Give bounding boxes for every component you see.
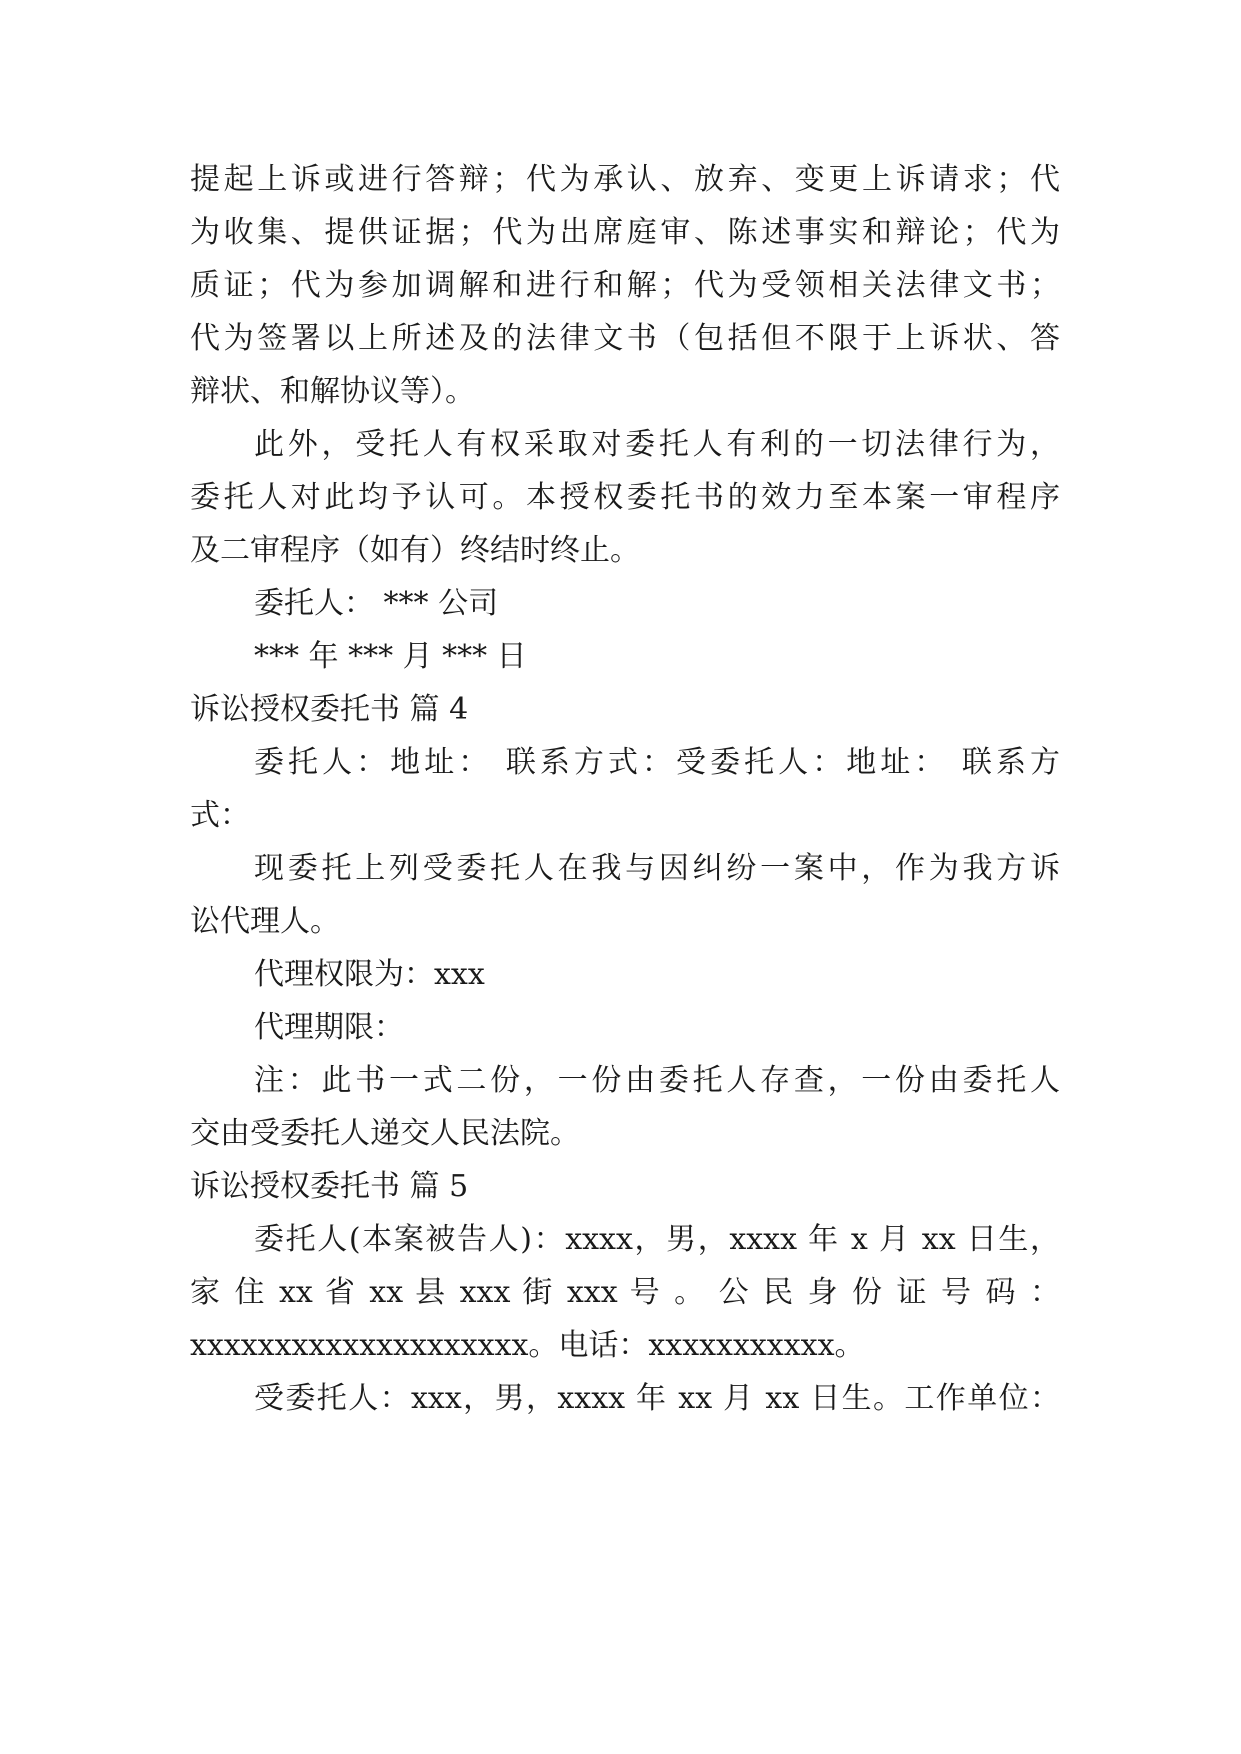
paragraph-line: 代为签署以上所述及的法律文书（包括但不限于上诉状、答 xyxy=(190,321,1060,356)
paragraph-line: 及二审程序（如有）终结时终止。 xyxy=(190,533,640,568)
paragraph-line: 为收集、提供证据；代为出席庭审、陈述事实和辩论；代为 xyxy=(190,215,1060,250)
paragraph-line: 家 住 xx 省 xx 县 xxx 街 xxx 号 。 公 民 身 份 证 号 码 ： xyxy=(190,1275,1060,1310)
paragraph-line: 代理期限： xyxy=(254,1010,404,1045)
paragraph-line: 此外，受托人有权采取对委托人有利的一切法律行为， xyxy=(254,427,1060,462)
section-heading: 诉讼授权委托书 篇 5 xyxy=(190,1169,469,1204)
date-line: *** 年 *** 月 *** 日 xyxy=(254,639,527,674)
paragraph-line: 现委托上列受委托人在我与因纠纷一案中，作为我方诉 xyxy=(254,851,1060,886)
paragraph-line: 注：此书一式二份，一份由委托人存查，一份由委托人 xyxy=(254,1063,1060,1098)
paragraph-line: 受委托人：xxx，男，xxxx 年 xx 月 xx 日生。工作单位： xyxy=(254,1381,1060,1416)
signature-line: 委托人： *** 公司 xyxy=(254,586,499,621)
paragraph-line: 提起上诉或进行答辩；代为承认、放弃、变更上诉请求；代 xyxy=(190,162,1060,197)
paragraph-line: 式： xyxy=(190,798,250,833)
section-heading: 诉讼授权委托书 篇 4 xyxy=(190,692,469,727)
paragraph-line: 讼代理人。 xyxy=(190,904,340,939)
paragraph-line: 委托人对此均予认可。本授权委托书的效力至本案一审程序 xyxy=(190,480,1060,515)
paragraph-line: 质证；代为参加调解和进行和解；代为受领相关法律文书； xyxy=(190,268,1060,303)
paragraph-line: xxxxxxxxxxxxxxxxxxxx。电话：xxxxxxxxxxx。 xyxy=(190,1328,865,1363)
paragraph-line: 辩状、和解协议等）。 xyxy=(190,374,475,409)
paragraph-line: 交由受委托人递交人民法院。 xyxy=(190,1116,580,1151)
paragraph-line: 委托人(本案被告人)：xxxx，男，xxxx 年 x 月 xx 日生， xyxy=(254,1222,1060,1257)
paragraph-line: 代理权限为：xxx xyxy=(254,957,485,992)
paragraph-line: 委托人：地址： 联系方式：受委托人：地址： 联系方 xyxy=(254,745,1060,780)
